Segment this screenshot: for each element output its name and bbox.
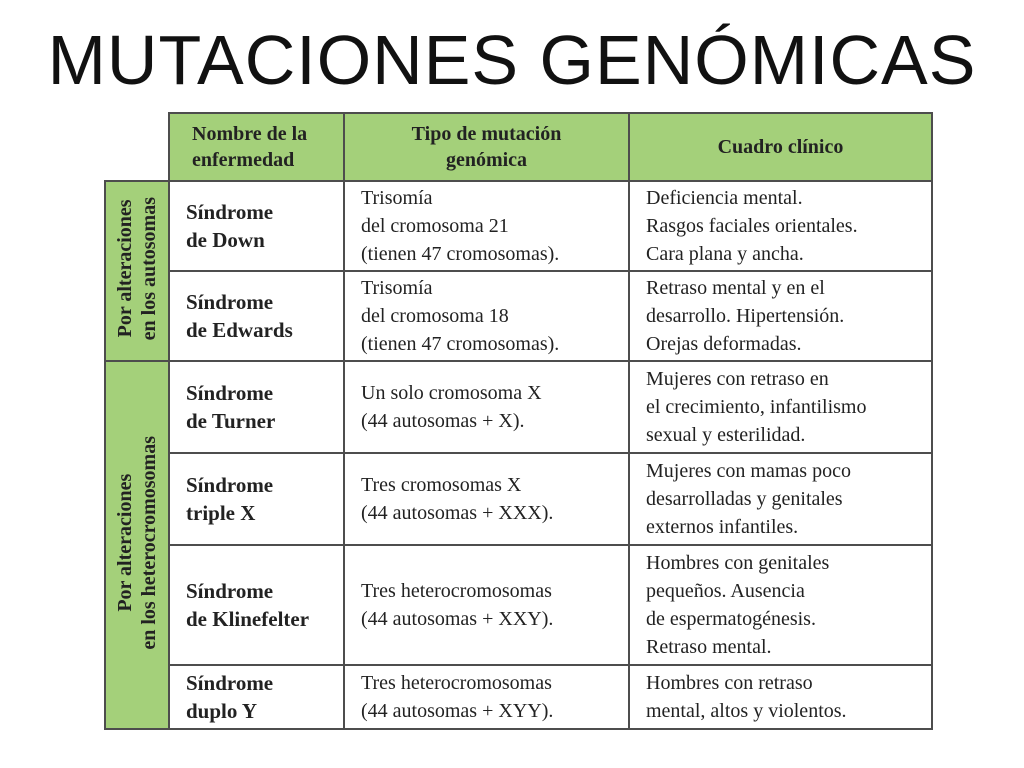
clinical-picture: Retraso mental y en el desarrollo. Hipertensión. Orejas deformadas.	[629, 271, 932, 361]
genomic-mutations-table	[104, 112, 933, 730]
mutation-type: Tres heterocromosomas (44 autosomas + XXY).	[344, 545, 629, 665]
clinical-picture: Mujeres con mamas poco desarrolladas y genitales externos infantiles.	[629, 453, 932, 545]
clinical-picture: Deficiencia mental. Rasgos faciales orientales. Cara plana y ancha.	[629, 181, 932, 271]
slide-title: MUTACIONES GENÓMICAS	[47, 21, 977, 99]
mutation-type: Un solo cromosoma X (44 autosomas + X).	[344, 361, 629, 453]
group-autosomas-label: Por alteraciones en los autosomas	[114, 196, 160, 341]
disease-name: Síndrome de Down	[169, 181, 344, 271]
header-name: Nombre de la enfermedad	[169, 113, 344, 181]
table-row	[105, 665, 932, 729]
table-row	[105, 361, 932, 453]
disease-name: Síndrome duplo Y	[169, 665, 344, 729]
group-heterocromosomas-label: Por alteraciones en los heterocromosomas	[114, 435, 160, 650]
mutation-type: Trisomía del cromosoma 21 (tienen 47 cromosomas).	[344, 181, 629, 271]
group-heterocromosomas	[105, 361, 169, 729]
corner-cell	[105, 113, 169, 181]
disease-name: Síndrome de Edwards	[169, 271, 344, 361]
table-row	[105, 181, 932, 271]
clinical-picture: Hombres con retraso mental, altos y violentos.	[629, 665, 932, 729]
group-autosomas	[105, 181, 169, 361]
table-row	[105, 271, 932, 361]
disease-name: Síndrome triple X	[169, 453, 344, 545]
clinical-picture: Hombres con genitales pequeños. Ausencia de espermatogénesis. Retraso mental.	[629, 545, 932, 665]
mutation-type: Tres cromosomas X (44 autosomas + XXX).	[344, 453, 629, 545]
disease-name: Síndrome de Klinefelter	[169, 545, 344, 665]
header-clinic: Cuadro clínico	[629, 113, 932, 181]
header-type: Tipo de mutación genómica	[344, 113, 629, 181]
clinical-picture: Mujeres con retraso en el crecimiento, infantilismo sexual y esterilidad.	[629, 361, 932, 453]
table-row	[105, 453, 932, 545]
table-row	[105, 545, 932, 665]
disease-name: Síndrome de Turner	[169, 361, 344, 453]
mutation-type: Tres heterocromosomas (44 autosomas + XYY).	[344, 665, 629, 729]
header-row	[105, 113, 932, 181]
mutation-type: Trisomía del cromosoma 18 (tienen 47 cromosomas).	[344, 271, 629, 361]
